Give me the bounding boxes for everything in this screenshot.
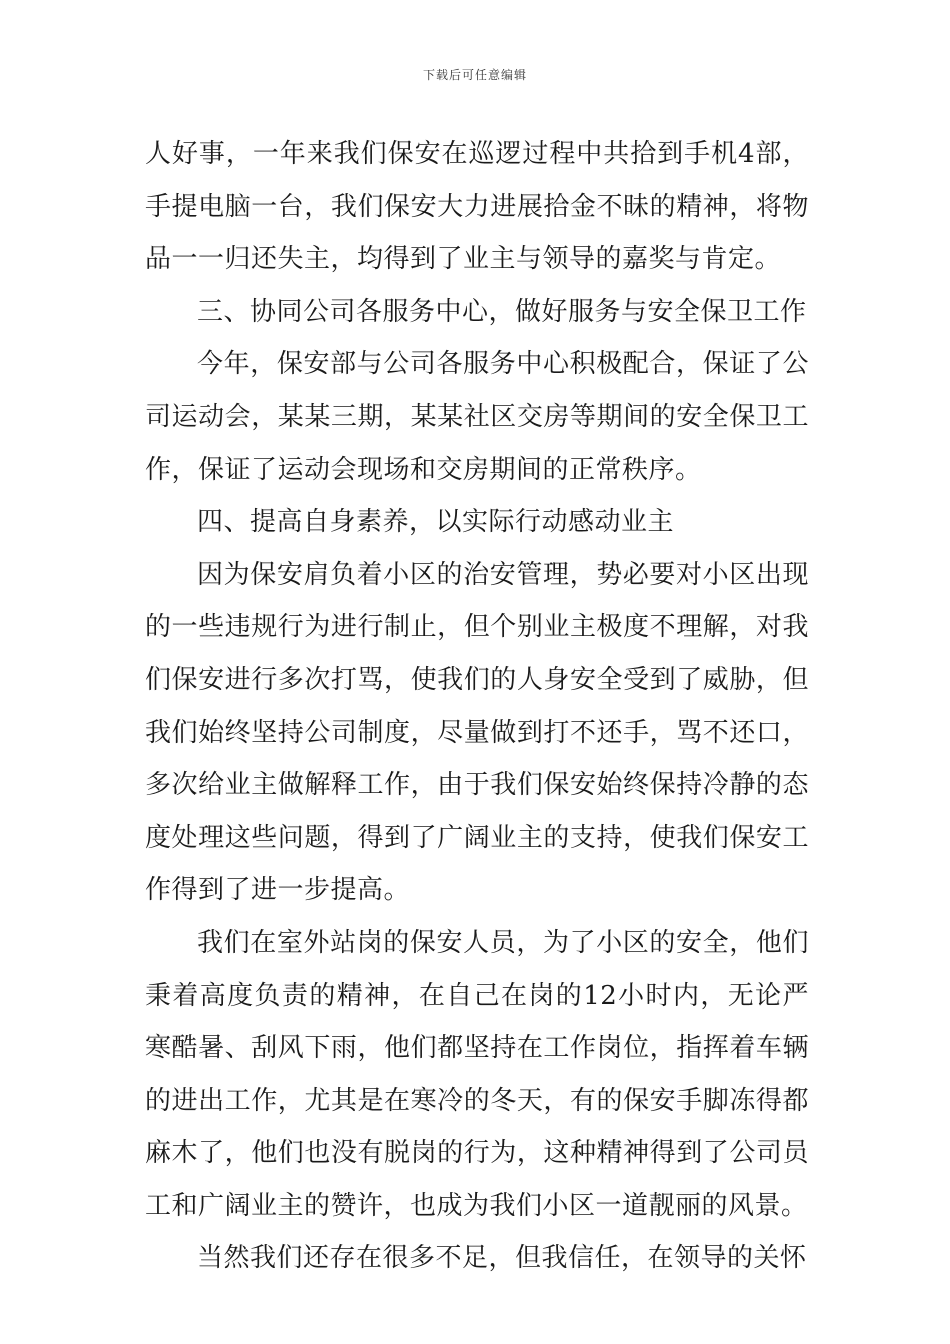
section-heading-3: 三、协同公司各服务中心，做好服务与安全保卫工作 [197, 296, 807, 327]
section-heading-4: 四、提高自身素养，以实际行动感动业主 [197, 507, 675, 538]
paragraph-5: 因为保安肩负着小区的治安管理，势必要对小区出现的一些违规行为进行制止，但个别业主极度不理解，对我们保安进行多次打骂，使我们的人身安全受到了威胁，但我们始终坚持公司制度，尽量做到打不还手，骂不还口，多次给业主做解释工作，由于我们保安始终保持冷静的态度处理这些问题，得到了广阔业主的支持，使我们保安工作得到了进一步提高。 [145, 559, 809, 906]
paragraph-1: 人好事，一年来我们保安在巡逻过程中共拾到手机4部，手提电脑一台，我们保安大力进展拾金不昧的精神，将物品一一归还失主，均得到了业主与领导的嘉奖与肯定。 [145, 139, 809, 275]
paragraph-6: 我们在室外站岗的保安人员，为了小区的安全，他们秉着高度负责的精神，在自己在岗的12小时内，无论严寒酷暑、刮风下雨，他们都坚持在工作岗位，指挥着车辆的进出工作，尤其是在寒冷的冬天，有的保安手脚冻得都麻木了，他们也没有脱岗的行为，这种精神得到了公司员工和广阔业主的赞许，也成为我们小区一道靓丽的风景。 [145, 927, 809, 1221]
page-header: 下载后可任意编辑 [422, 68, 527, 82]
paragraph-7: 当然我们还存在很多不足，但我信任，在领导的关怀 [197, 1243, 807, 1274]
paragraph-3: 今年，保安部与公司各服务中心积极配合，保证了公司运动会，某某三期，某某社区交房等期间的安全保卫工作，保证了运动会现场和交房期间的正常秩序。 [145, 349, 809, 485]
document-body [145, 128, 809, 1285]
